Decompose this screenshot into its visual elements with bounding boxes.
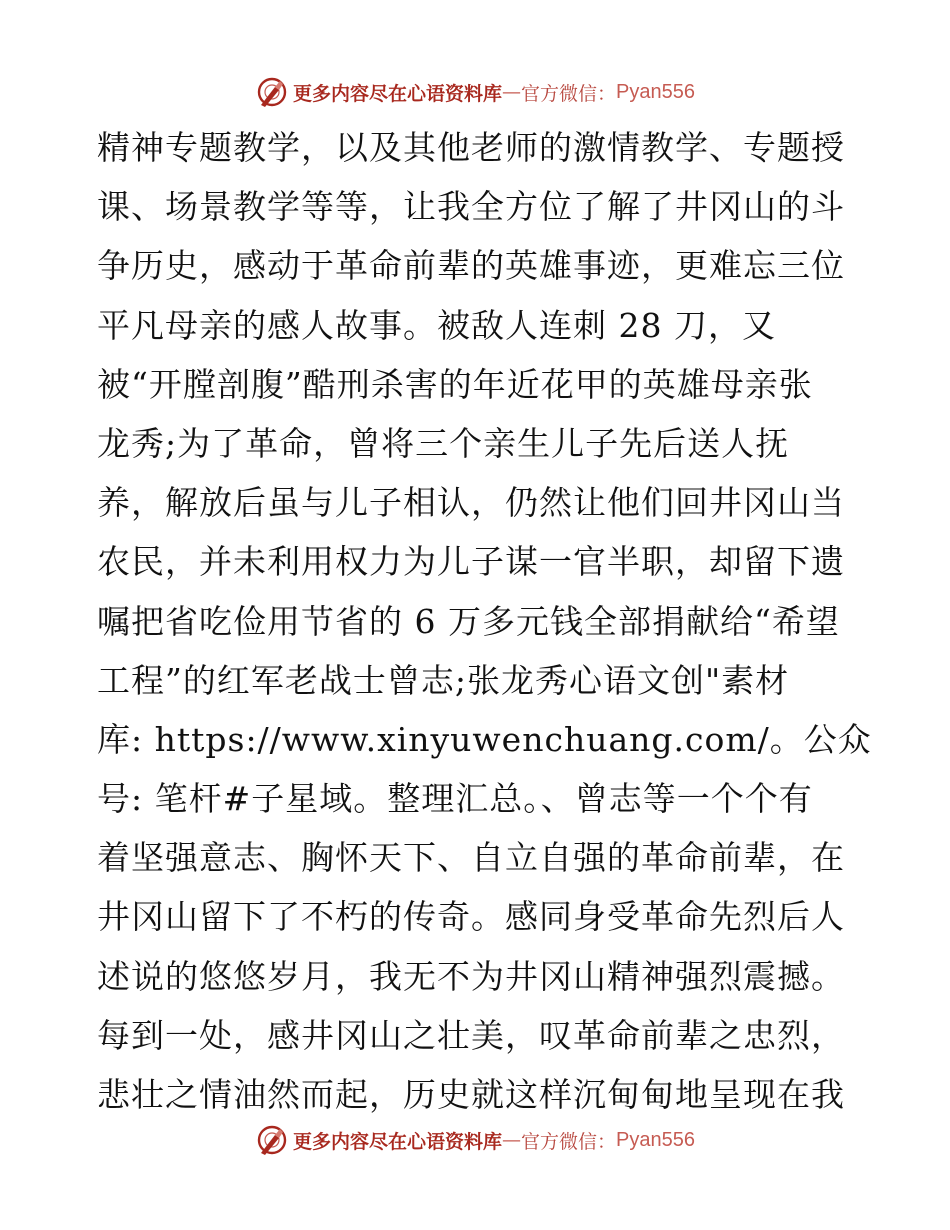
pen-logo-icon <box>255 75 289 109</box>
header-separator: — <box>502 81 522 103</box>
pen-logo-icon <box>255 1123 289 1157</box>
text-line: 述说的悠悠岁月，我无不为井冈山精神强烈震撼。 <box>97 956 845 996</box>
text-line: 着坚强意志、胸怀天下、自立自强的革命前辈，在 <box>97 838 845 878</box>
header-slogan: 更多内容尽在心语资料库 <box>293 82 503 105</box>
text-line: 嘱把省吃俭用节省的 6 万多元钱全部捐献给“希望 <box>97 601 840 641</box>
text-line: 课、场景教学等等，让我全方位了解了井冈山的斗 <box>97 187 845 227</box>
text-line: 号: 笔杆#子星域。整理汇总。、曾志等一个个有 <box>97 779 813 819</box>
footer-separator: — <box>502 1129 522 1151</box>
body-text <box>97 118 872 1124</box>
text-line: 精神专题教学，以及其他老师的激情教学、专题授 <box>97 128 845 167</box>
text-line: 悲壮之情油然而起，历史就这样沉甸甸地呈现在我 <box>97 1075 845 1114</box>
header-wechat-label: 官方微信： <box>521 82 617 105</box>
footer-banner <box>0 1120 950 1160</box>
footer-slogan: 更多内容尽在心语资料库 <box>293 1130 503 1153</box>
text-line: 平凡母亲的感人故事。被敌人连刺 28 刀，又 <box>97 305 776 345</box>
text-line: 被“开膛剖腹”酷刑杀害的年近花甲的英雄母亲张 <box>97 364 813 404</box>
text-line: 农民，并未利用权力为儿子谋一官半职，却留下遗 <box>97 542 845 582</box>
text-line: 井冈山留下了不朽的传奇。感同身受革命先烈后人 <box>97 897 845 937</box>
text-line: 争历史，感动于革命前辈的英雄事迹，更难忘三位 <box>97 246 845 286</box>
text-line: 龙秀;为了革命，曾将三个亲生儿子先后送人抚 <box>97 423 790 463</box>
text-line: 库: https://www.xinyuwenchuang.com/。公众 <box>97 719 872 759</box>
footer-wechat-label: 官方微信： <box>521 1130 617 1153</box>
header-wechat-id: Pyan556 <box>616 80 695 103</box>
text-line: 养，解放后虽与儿子相认，仍然让他们回井冈山当 <box>97 483 845 523</box>
footer-wechat-id: Pyan556 <box>616 1128 695 1151</box>
header-banner <box>0 72 950 112</box>
text-line: 每到一处，感井冈山之壮美，叹革命前辈之忠烈， <box>97 1015 845 1055</box>
text-line: 工程”的红军老战士曾志;张龙秀心语文创"素材 <box>97 660 790 700</box>
